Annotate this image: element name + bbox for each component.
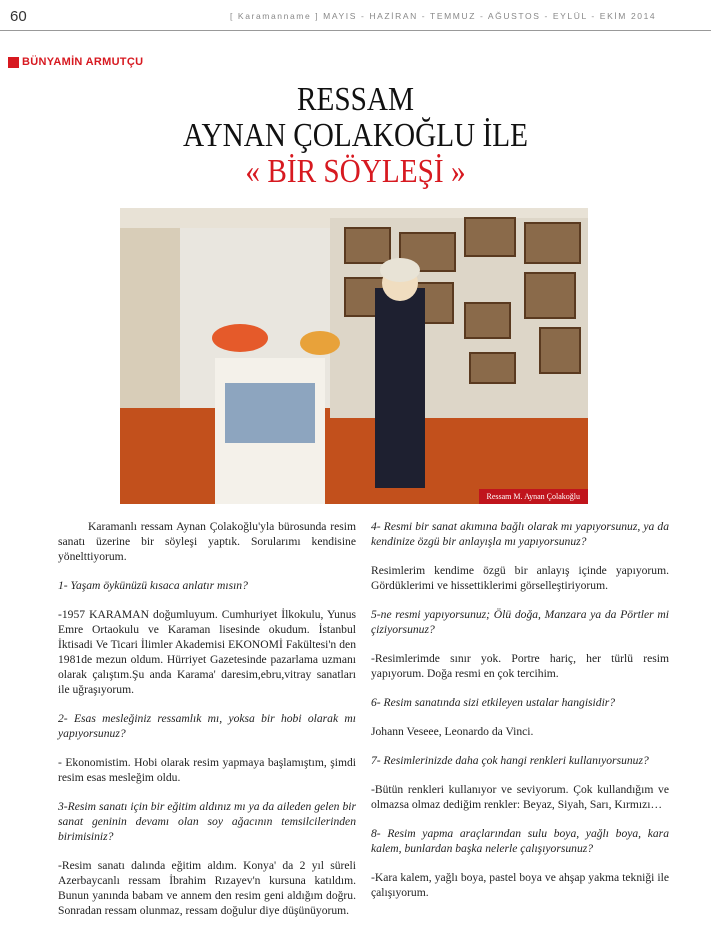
- title-line-1: RESSAM: [296, 81, 415, 118]
- right-column: [371, 519, 669, 914]
- title-line-2: AYNAN ÇOLAKOĞLU İLE: [183, 117, 528, 154]
- exhibition-photo-illustration: [120, 208, 588, 504]
- author-byline: [8, 56, 143, 68]
- page-number: 60: [10, 8, 27, 25]
- question: 4- Resmi bir sanat akımına bağlı olarak mı yapıyorsunuz, ya da kendinize özgü bir anlayışla mı yapıyorsunuz?: [371, 520, 669, 548]
- answer: Resimlerim kendime özgü bir anlayış içinde yapıyorum. Gördüklerimi ve hissettiklerimi görselleştiriyorum.: [371, 564, 669, 592]
- left-column: [58, 519, 356, 932]
- question: 6- Resim sanatında sizi etkileyen ustalar hangisidir?: [371, 696, 616, 709]
- photo-caption: Ressam M. Aynan Çolakoğlu: [479, 489, 588, 504]
- answer: -1957 KARAMAN doğumluyum. Cumhuriyet İlkokulu, Yunus Emre Ortaokulu ve Karaman lisesinde okudum. İstanbul İktisadi Ve Ticari İlimler Akademisi EKONOMİ Fakültesi'n den 1981de mezun oldum. Hürriyet Gazetesinde pazarlama uzmanı olarak çalıştım.Şu anda Karama' daresim,ebru,vitray sanatları ile uğraşıyorum.: [58, 608, 356, 696]
- page-header: [0, 0, 711, 36]
- running-title: [ Karamanname ] MAYIS - HAZİRAN - TEMMUZ - AĞUSTOS - EYLÜL - EKİM 2014: [230, 11, 657, 21]
- answer: Johann Veseee, Leonardo da Vinci.: [371, 725, 534, 738]
- answer: -Kara kalem, yağlı boya, pastel boya ve ahşap yakma tekniği ile çalışıyorum.: [371, 871, 669, 899]
- answer: -Bütün renkleri kullanıyor ve seviyorum. Çok kullandığım ve olmazsa olmaz dediğim renkler: Beyaz, Siyah, Sarı, Kırmızı…: [371, 783, 669, 811]
- question: 2- Esas mesleğiniz ressamlık mı, yoksa bir hobi olarak mı yapıyorsunuz?: [58, 712, 356, 740]
- answer: -Resimlerimde sınır yok. Portre hariç, her türlü resim yapıyorum. Doğa resmi en çok tercihim.: [371, 652, 669, 680]
- author-name: BÜNYAMİN ARMUTÇU: [22, 56, 144, 68]
- title-line-3: « BİR SÖYLEŞİ »: [245, 153, 466, 190]
- article-photo: [120, 208, 588, 504]
- intro-paragraph: Karamanlı ressam Aynan Çolakoğlu'yla bürosunda resim sanatı üzerine bir söyleşi yaptık. Sorularımı kendisine yönelttiyorum.: [58, 520, 356, 563]
- question: 1- Yaşam öykünüzü kısaca anlatır mısın?: [58, 579, 248, 592]
- question: 7- Resimlerinizde daha çok hangi renkleri kullanıyorsunuz?: [371, 754, 649, 767]
- article-title: [50, 82, 661, 190]
- question: 5-ne resmi yapıyorsunuz; Ölü doğa, Manzara ya da Pörtler mi çiziyorsunuz?: [371, 608, 669, 636]
- question: 3-Resim sanatı için bir eğitim aldınız mı ya da aileden gelen bir sanat geninin devamı olan soy ağacının temsilcilerinden birimisiniz?: [58, 800, 356, 843]
- question: 8- Resim yapma araçlarından sulu boya, yağlı boya, kara kalem, bunlardan başka nelerle çalışıyorsunuz?: [371, 827, 669, 855]
- answer: -Resim sanatı dalında eğitim aldım. Konya' da 2 yıl süreli Azerbaycanlı ressam İbrahim Rızayev'n kursuna katıldım. Bunun yanında babam ve annem den resim geni aldığım doğru. Sonradan ressam olunmaz, ressam doğulur diye düşünüyorum.: [58, 859, 356, 917]
- red-square-icon: [8, 57, 19, 68]
- answer: - Ekonomistim. Hobi olarak resim yapmaya başlamıştım, şimdi resim esas mesleğim oldu.: [58, 756, 356, 784]
- header-rule: [0, 30, 711, 31]
